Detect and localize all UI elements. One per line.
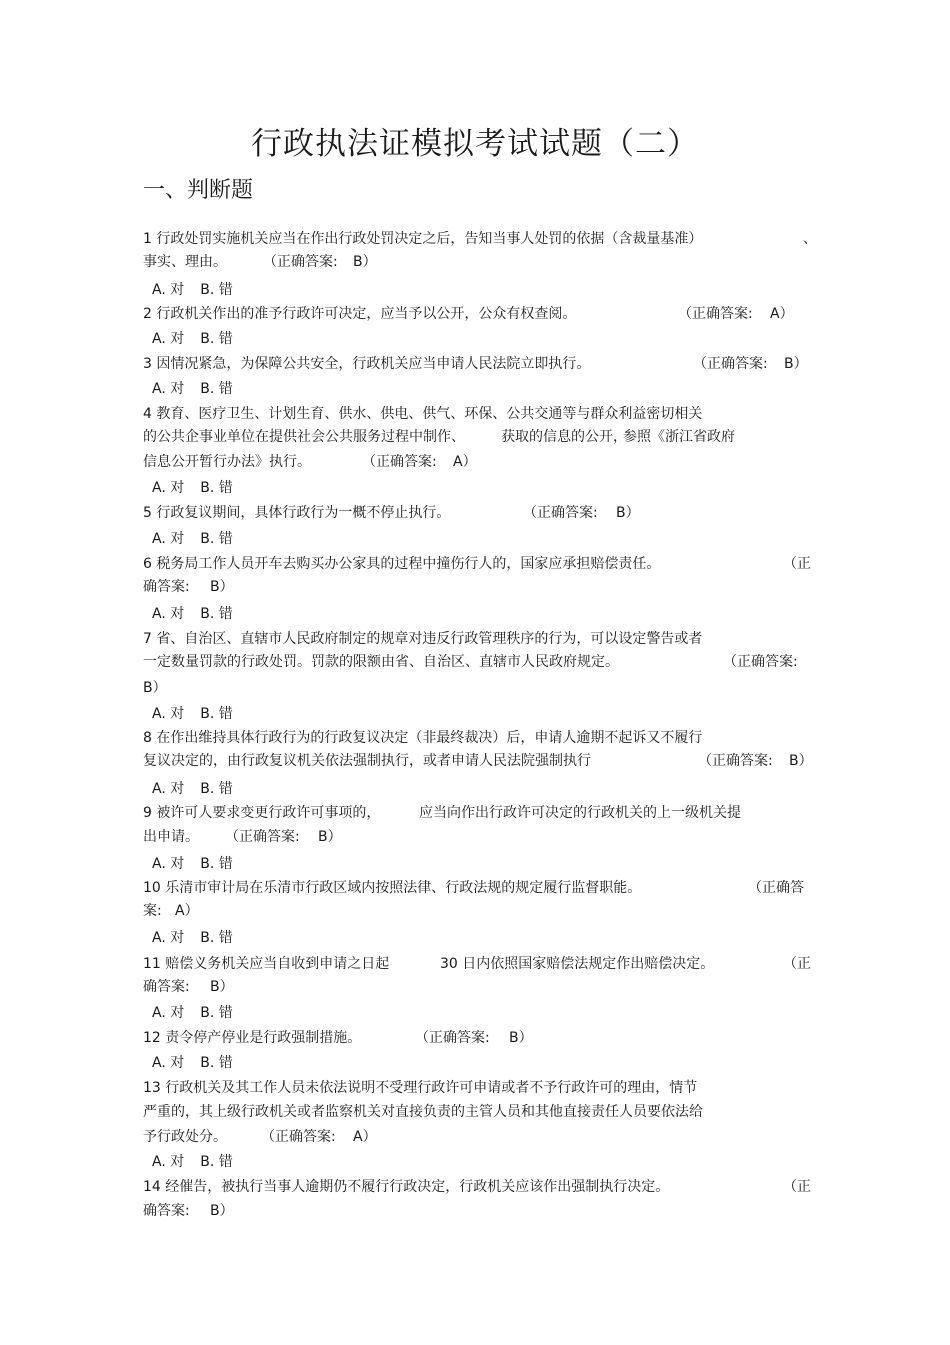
question-text: 30 日内依照国家赔偿法规定作出赔偿决定。 [440,956,715,972]
option-a: A. 对 [152,930,185,946]
question-1-line [143,229,817,249]
question-text: 出申请。 [143,829,199,845]
option-b: B. 错 [200,606,233,622]
answer-text: （正确答案: [693,356,768,372]
question-7-line [143,678,808,698]
answer-text: B） [616,505,640,521]
option-b: B. 错 [200,282,233,298]
question-text: （正 [783,556,811,572]
question-13-line [143,1102,808,1122]
question-9-options [152,854,245,874]
option-b: B. 错 [200,781,233,797]
option-a: A. 对 [152,606,185,622]
option-a: A. 对 [152,856,185,872]
question-text: 确答案: [143,1203,190,1219]
question-6-line [143,554,811,574]
question-1-line [143,252,808,272]
answer-text: （正确答案: [261,1129,336,1145]
question-text: 6 税务局工作人员开车去购买办公家具的过程中撞伤行人的，国家应承担赔偿责任。 [143,556,661,572]
question-7-line [143,629,808,649]
option-a: A. 对 [152,381,185,397]
option-b: B. 错 [200,1154,233,1170]
question-text: 应当向作出行政许可决定的行政机关的上一级机关提 [419,805,741,821]
answer-text: （正确答案: [415,1030,490,1046]
question-4-options [152,478,245,498]
question-text: 3 因情况紧急，为保障公共安全，行政机关应当申请人民法院立即执行。 [143,356,591,372]
question-9-line [143,827,808,847]
answer-text: （正确答案: [523,505,598,521]
question-text: 7 省、自治区、直辖市人民政府制定的规章对违反行政管理秩序的行为，可以设定警告或者 [143,631,703,647]
option-a: A. 对 [152,706,185,722]
question-text: 一定数量罚款的行政处罚。罚款的限额由省、自治区、直辖市人民政府规定。 [143,654,619,670]
question-7-options [152,704,245,724]
question-1-options [152,280,245,300]
question-4-line [143,427,808,447]
answer-text: （正确答案: [263,254,338,270]
option-a: A. 对 [152,331,185,347]
question-7-line [143,652,808,672]
answer-text: B） [353,254,377,270]
answer-text: B） [210,979,234,995]
answer-text: B） [789,753,813,769]
question-14-line [143,1201,808,1221]
question-11-options [152,1003,245,1023]
answer-text: B） [210,579,234,595]
question-text: 2 行政机关作出的准予行政许可决定，应当予以公开，公众有权查阅。 [143,306,577,322]
answer-text: （正确答案: [362,454,437,470]
question-6-line [143,577,808,597]
question-10-line [143,901,808,921]
answer-text: A） [770,306,794,322]
question-6-options [152,604,245,624]
option-a: A. 对 [152,1154,185,1170]
question-text: 1 行政处罚实施机关应当在作出行政处罚决定之后，告知当事人处罚的依据（含裁量基准） [143,231,703,247]
question-text: 13 行政机关及其工作人员未依法说明不受理行政许可申请或者不予行政许可的理由，情节 [143,1080,698,1096]
option-b: B. 错 [200,331,233,347]
answer-text: A） [353,1129,377,1145]
question-text: （正 [783,956,811,972]
answer-text: （正确答案: [225,829,300,845]
option-a: A. 对 [152,531,185,547]
question-10-line [143,878,808,898]
question-text: 获取的信息的公开， [501,429,627,445]
question-text: 严重的，其上级行政机关或者监察机关对直接负责的主管人员和其他直接责任人员要依法给 [143,1104,703,1120]
question-13-line [143,1078,808,1098]
question-text: 5 行政复议期间，具体行政行为一概不停止执行。 [143,505,451,521]
answer-text: B） [143,680,167,696]
question-11-line [143,954,811,974]
question-14-line [143,1177,811,1197]
question-text: 确答案: [143,579,190,595]
answer-text: B） [210,1203,234,1219]
question-5-options [152,529,245,549]
page-title: 行政执法证模拟考试试题（二） [251,126,699,162]
question-text: 11 赔偿义务机关应当自收到申请之日起 [143,956,390,972]
answer-text: （正确答 [748,880,804,896]
option-b: B. 错 [200,381,233,397]
question-10-options [152,928,245,948]
question-text: 确答案: [143,979,190,995]
question-text: 10 乐清市审计局在乐清市行政区域内按照法律、行政法规的规定履行监督职能。 [143,880,642,896]
question-text: （正 [783,1179,811,1195]
question-text: 复议决定的，由行政复议机关依法强制执行，或者申请人民法院强制执行 [143,753,591,769]
answer-text: 案: [143,903,162,919]
option-a: A. 对 [152,1005,185,1021]
question-text: 8 在作出维持具体行政行为的行政复议决定（非最终裁决）后，申请人逾期不起诉又不履行 [143,730,703,746]
option-b: B. 错 [200,531,233,547]
question-12-line [143,1028,808,1048]
option-b: B. 错 [200,1055,233,1071]
answer-text: （正确答案: [698,753,773,769]
question-text: 14 经催告，被执行当事人逾期仍不履行行政决定，行政机关应该作出强制执行决定。 [143,1179,670,1195]
option-a: A. 对 [152,480,185,496]
question-text: 12 责令停产停业是行政强制措施。 [143,1030,362,1046]
question-8-line [143,751,813,771]
question-11-line [143,977,808,997]
answer-text: （正确答案: [678,306,753,322]
question-text: 参照《浙江省政府 [623,429,735,445]
answer-text: B） [784,356,808,372]
option-b: B. 错 [200,930,233,946]
question-4-line [143,452,808,472]
question-13-options [152,1152,245,1172]
question-3-line [143,354,808,374]
option-b: B. 错 [200,1005,233,1021]
question-text: 信息公开暂行办法》执行。 [143,454,311,470]
question-12-options [152,1053,245,1073]
answer-text: A） [453,454,477,470]
question-text: 的公共企事业单位在提供社会公共服务过程中制作、 [143,429,465,445]
question-13-line [143,1127,808,1147]
question-8-options [152,779,245,799]
answer-text: B） [509,1030,533,1046]
question-text: 事实、理由。 [143,254,227,270]
section-heading: 一、判断题 [143,178,254,203]
question-2-line [143,304,808,324]
question-text: 4 教育、医疗卫生、计划生育、供水、供电、供气、环保、公共交通等与群众利益密切相关 [143,406,703,422]
question-text: 9 被许可人要求变更行政许可事项的， [143,805,381,821]
question-text: 、 [803,231,817,247]
option-b: B. 错 [200,856,233,872]
question-5-line [143,503,808,523]
option-a: A. 对 [152,1055,185,1071]
option-b: B. 错 [200,706,233,722]
question-text: 予行政处分。 [143,1129,227,1145]
question-3-options [152,379,245,399]
question-4-line [143,404,808,424]
option-a: A. 对 [152,282,185,298]
option-b: B. 错 [200,480,233,496]
question-9-line [143,803,808,823]
question-2-options [152,329,245,349]
answer-text: A） [175,903,199,919]
question-8-line [143,728,808,748]
answer-text: （正确答案: [723,654,798,670]
answer-text: B） [318,829,342,845]
option-a: A. 对 [152,781,185,797]
